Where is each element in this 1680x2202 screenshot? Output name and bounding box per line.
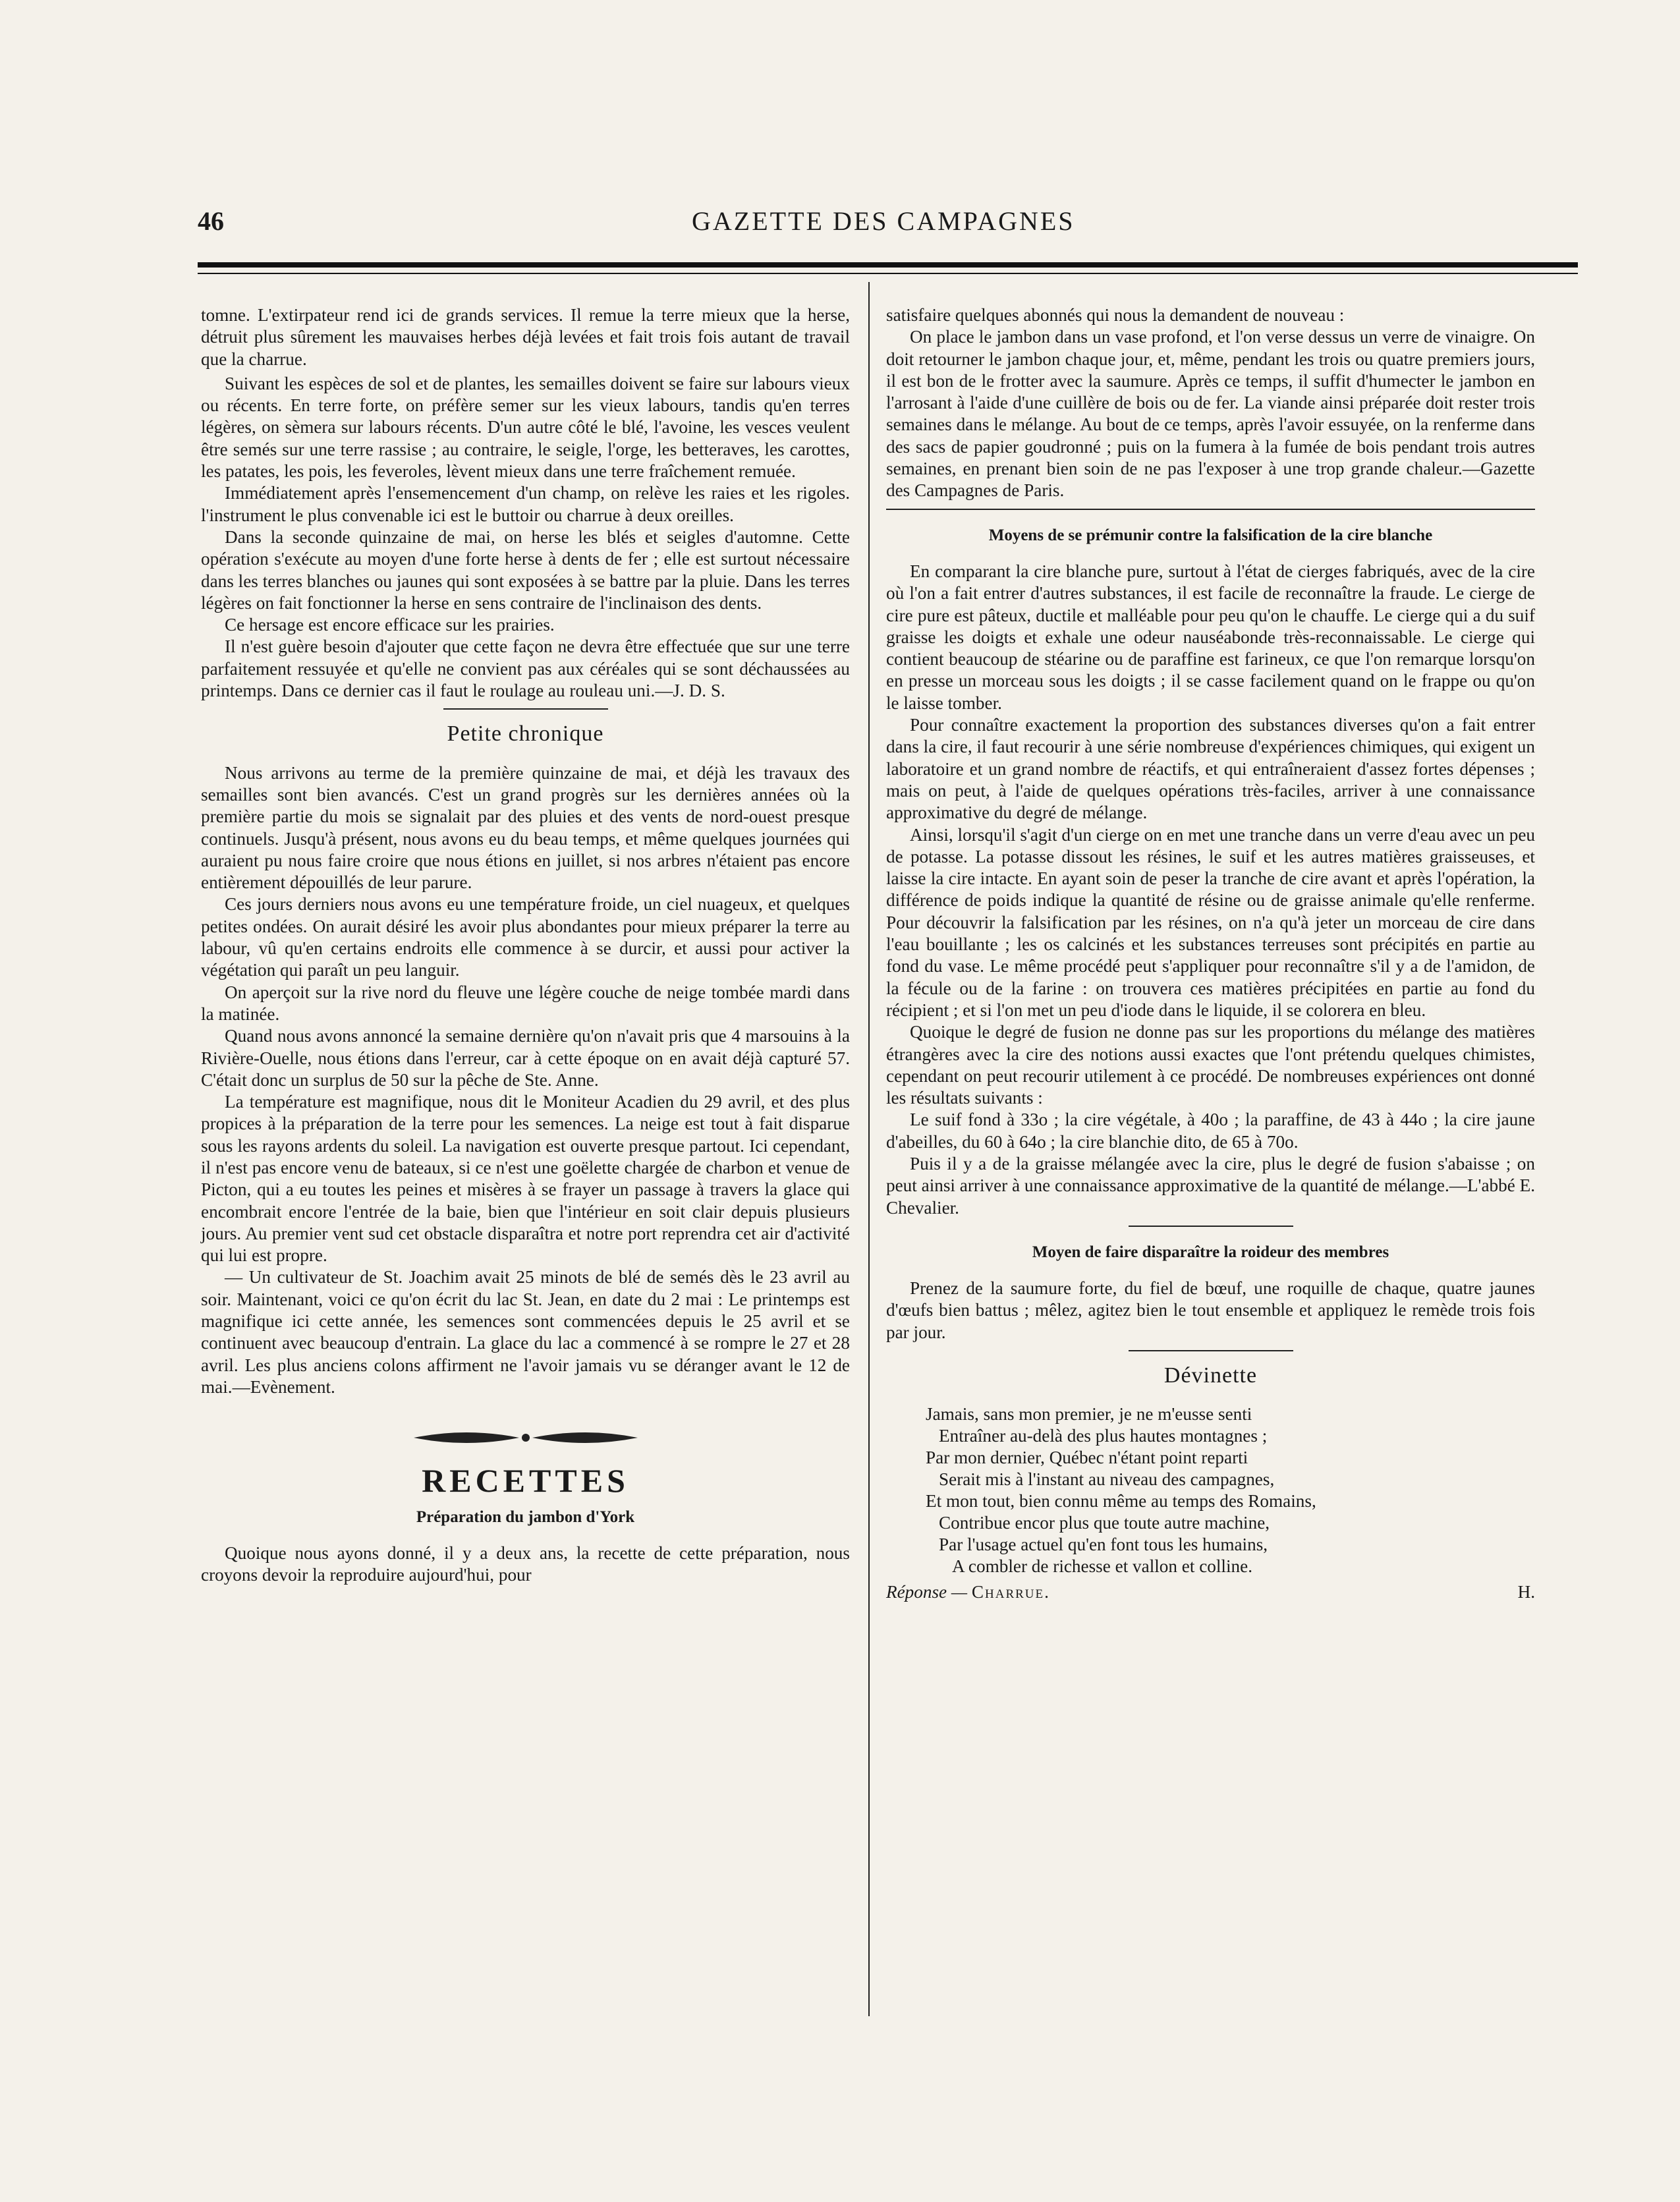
ornament-divider (201, 1425, 850, 1456)
journal-title: GAZETTE DES CAMPAGNES (692, 206, 1075, 236)
recipe-paragraph: On place le jambon dans un vase profond, et l'on verse dessus un verre de vinaigre. On doit retourner le jambon chaque jour, et, même, pendant les trois ou quatre premiers jours, il est bon de le frotter avec la saumure. Après ce temps, il suffit d'humecter le jambon en l'arrosant à l'aide d'une cuillère de bois ou de fer. La viande ainsi préparée doit rester trois semaines dans le mélange. Au bout de ce temps, après l'avoir essuyée, on la renferme dans des sacs de papier goudronné ; puis on la fumera à la fumée de bois pendant trois autres semaines, en prenant bien soin de ne pas l'exposer à une trop grande chaleur.—Gazette des Campagnes de Paris. (886, 327, 1535, 501)
poem-line: A combler de richesse et vallon et colline. (952, 1556, 1252, 1577)
section-divider (886, 509, 1535, 510)
right-column (886, 304, 1535, 1604)
poem-line: Et mon tout, bien connu même au temps des Romains, (926, 1491, 1316, 1511)
section-divider (443, 708, 608, 710)
poem-line: Entraîner au-delà des plus hautes montagnes ; (939, 1426, 1268, 1446)
answer-word: Charrue. (971, 1582, 1050, 1602)
column-divider (868, 282, 870, 2016)
recipe-paragraph: satisfaire quelques abonnés qui nous la demandent de nouveau : (886, 305, 1345, 325)
article-paragraph: Immédiatement après l'ensemencement d'un champ, on relève les raies et les rigoles. l'instrument le plus convenable ici est le buttoir ou charrue à deux oreilles. (201, 483, 850, 525)
section-heading-cire: Moyens de se prémunir contre la falsification de la cire blanche (988, 526, 1433, 544)
wax-paragraph: En comparant la cire blanche pure, surtout à l'état de cierges fabriqués, avec de la cire où l'on a fait entrer d'autres substances, il est facile de reconnaître la fraude. Le cierge de cire pure est pâteux, ductile et malléable pour peu qu'on le chauffe. Le cierge qui a du suif graisse les doigts et exhale une odeur nauséabonde très-reconnaissable. Le cierge qui contient beaucoup de stéarine ou de paraffine est farineux, ce que l'on remarque lorsqu'on en presse un morceau sous les doigts ; il se casse facilement quand on le frappe ou qu'on le laisse tomber. (886, 561, 1535, 713)
chronicle-paragraph: — Un cultivateur de St. Joachim avait 25 minots de blé de semés dès le 23 avril au soir. Maintenant, voici ce qu'on écrit du lac St. Jean, en date du 2 mai : Le printemps est magnifique ici cette année, les semences sont commencées depuis le 25 avril et se continuent avec beaucoup d'entrain. La glace du lac a commencé à se rompre le 27 et 28 avril. Les plus anciens colons affirment ne l'avoir jamais vu se déranger avant le 12 de mai.—Evènement. (201, 1267, 850, 1397)
header-rule-thick (198, 262, 1578, 268)
section-divider (1129, 1226, 1293, 1227)
poem-line: Jamais, sans mon premier, je ne m'eusse senti (926, 1404, 1252, 1425)
article-paragraph: Il n'est guère besoin d'ajouter que cette façon ne devra être effectuée que sur une terre parfaitement ressuyée et qu'elle ne convient pas aux céréales qui se sont déchaussées au printemps. Dans ce dernier cas il faut le roulage au rouleau uni.—J. D. S. (201, 636, 850, 701)
wax-paragraph: Le suif fond à 33o ; la cire végétale, à 40o ; la paraffine, de 43 à 44o ; la cire jaune d'abeilles, du 60 à 64o ; la cire blanchie dito, de 65 à 70o. (886, 1110, 1535, 1152)
remedy-paragraph: Prenez de la saumure forte, du fiel de bœuf, une roquille de chaque, quatre jaunes d'œufs bien battus ; mêlez, agitez bien le tout ensemble et appliquez le remède trois fois par jour. (886, 1278, 1535, 1342)
chronicle-paragraph: Ces jours derniers nous avons eu une température froide, un ciel nuageux, et quelques petites ondées. On aurait désiré les avoir plus abondantes pour mieux préparer la terre au labour, vû qu'en certains endroits elle commence à se durcir, et aussi pour activer la végétation qui paraît un peu languir. (201, 894, 850, 980)
chronicle-paragraph: La température est magnifique, nous dit le Moniteur Acadien du 29 avril, et des plus propices à la préparation de la terre pour les semences. La neige est tout à fait disparue sous les rayons ardents du soleil. La navigation est ouverte presque partout. Ici cependant, il n'est pas encore venu de bateaux, si ce n'est une goëlette chargée de charbon et venue de Picton, qui a eu toutes les peines et misères à se frayer un passage à travers la glace qui encombrait encore l'entrée de la baie, bien que l'intérieur en soit clair depuis plusieurs jours. Au premier vent sud cet obstacle disparaîtra et notre port reprendra cet air d'activité qui lui est propre. (201, 1092, 850, 1266)
section-heading-devinette: Dévinette (1163, 1363, 1258, 1388)
article-paragraph: tomne. L'extirpateur rend ici de grands services. Il remue la terre mieux que la herse, détruit plus sûrement les mauvaises herbes déjà levées et fait trois fois autant de travail que la charrue. (201, 305, 850, 369)
poem-line: Par mon dernier, Québec n'étant point reparti (926, 1448, 1248, 1468)
wax-paragraph: Puis il y a de la graisse mélangée avec la cire, plus le degré de fusion s'abaisse ; on peut ainsi arriver à une connaissance approximative de la quantité de mélange.—L'abbé E. Chevalier. (886, 1153, 1535, 1218)
section-heading-membres: Moyen de faire disparaître la roideur des membres (1032, 1243, 1389, 1261)
poem-line: Serait mis à l'instant au niveau des campagnes, (939, 1469, 1275, 1490)
left-column (201, 304, 850, 1587)
wax-paragraph: Quoique le degré de fusion ne donne pas sur les proportions du mélange des matières étrangères avec la cire des notions aussi exactes que l'ont prétendu quelques chimistes, cependant on peut recourir utilement à ce procédé. De nombreuses expériences ont donné les résultats suivants : (886, 1022, 1535, 1108)
wax-paragraph: Ainsi, lorsqu'il s'agit d'un cierge on en met une tranche dans un verre d'eau avec un peu de potasse. La potasse dissout les résines, le suif et les autres matières graisseuses, et laisse la cire intacte. En ayant soin de peser la tranche de cire avant et après l'opération, la différence de poids indique la quantité de résine ou de graisse animale qu'elle renferme. Pour découvrir la falsification par les résines, on n'a qu'à jeter un morceau de cire dans l'eau bouillante ; les os calcinés et les substances terreuses sont précipités en partie au fond du vase. Le même procédé peut s'appliquer pour reconnaître s'il y a de l'amidon, de la fécule ou de la farine : on trouvera ces matières précipitées en partie au fond du récipient ; et si l'on met un peu d'iode dans le liquide, il se colorera en bleu. (886, 824, 1535, 1020)
chronicle-paragraph: On aperçoit sur la rive nord du fleuve une légère couche de neige tombée mardi dans la matinée. (201, 982, 850, 1024)
article-paragraph: Suivant les espèces de sol et de plantes, les semailles doivent se faire sur labours vieux ou récents. En terre forte, on préfère semer sur les vieux labours, tandis qu'en terres légères, on sèmera sur labours récents. D'un autre côté le blé, l'avoine, les vesces veulent être semés sur une terre rassise ; au contraire, le seigle, l'orge, les betteraves, les carottes, les patates, les pois, les feveroles, lèvent mieux dans une terre fraîchement remuée. (201, 373, 850, 482)
article-paragraph: Ce hersage est encore efficace sur les prairies. (225, 615, 555, 635)
header-rule-thin (198, 273, 1578, 274)
section-heading-recettes: RECETTES (422, 1461, 629, 1499)
chronicle-paragraph: Nous arrivons au terme de la première quinzaine de mai, et déjà les travaux des semailles sont bien avancés. C'est un grand progrès sur les dernières années où la première partie du mois se signalait par des pluies et des vents de nord-ouest presque continuels. Jusqu'à présent, nous avons eu du beau temps, et même quelques journées qui auraient pu nous faire croire que nous étions en juillet, si nos arbres n'étaient pas encore entièrement dépouillés de leur parure. (201, 762, 850, 893)
section-heading-chronique: Petite chronique (447, 721, 604, 747)
article-paragraph: Dans la seconde quinzaine de mai, on herse les blés et seigles d'automne. Cette opération s'exécute au moyen d'une forte herse à dents de fer ; elle est surtout nécessaire dans les terres blanches ou jaunes qui sont exposées à se battre par la pluie. Dans les terres légères on fait fonctionner la herse en sens contraire de l'inclinaison des dents. (201, 526, 850, 613)
riddle-poem (926, 1403, 1535, 1577)
recipe-title: Préparation du jambon d'York (416, 1508, 635, 1526)
page-number: 46 (198, 206, 224, 236)
poem-line: Par l'usage actuel qu'en font tous les humains, (939, 1535, 1268, 1555)
section-divider (1129, 1350, 1293, 1351)
wax-paragraph: Pour connaître exactement la proportion des substances diverses qu'on a fait entrer dans la cire, il faut recourir à une série nombreuse d'expériences chimiques, qui exigent un laboratoire et un grand nombre de réactifs, et qui entraîneraient d'assez fortes dépenses ; mais on peut, à l'aide de quelques opérations très-faciles, arriver à une connaissance approximative du degré de mélange. (886, 715, 1535, 823)
recipe-paragraph: Quoique nous ayons donné, il y a deux ans, la recette de cette préparation, nous croyons devoir la reproduire aujourd'hui, pour (201, 1543, 850, 1585)
answer-label: Réponse — (886, 1582, 968, 1602)
poem-line: Contribue encor plus que toute autre machine, (939, 1513, 1270, 1533)
chronicle-paragraph: Quand nous avons annoncé la semaine dernière qu'on n'avait pris que 4 marsouins à la Rivière-Ouelle, nous étions dans l'erreur, car à cette époque on en avait déjà capturé 57. C'était donc un surplus de 50 sur la pêche de Ste. Anne. (201, 1026, 850, 1090)
riddle-answer (886, 1581, 1535, 1603)
answer-signature: H. (1517, 1582, 1535, 1602)
